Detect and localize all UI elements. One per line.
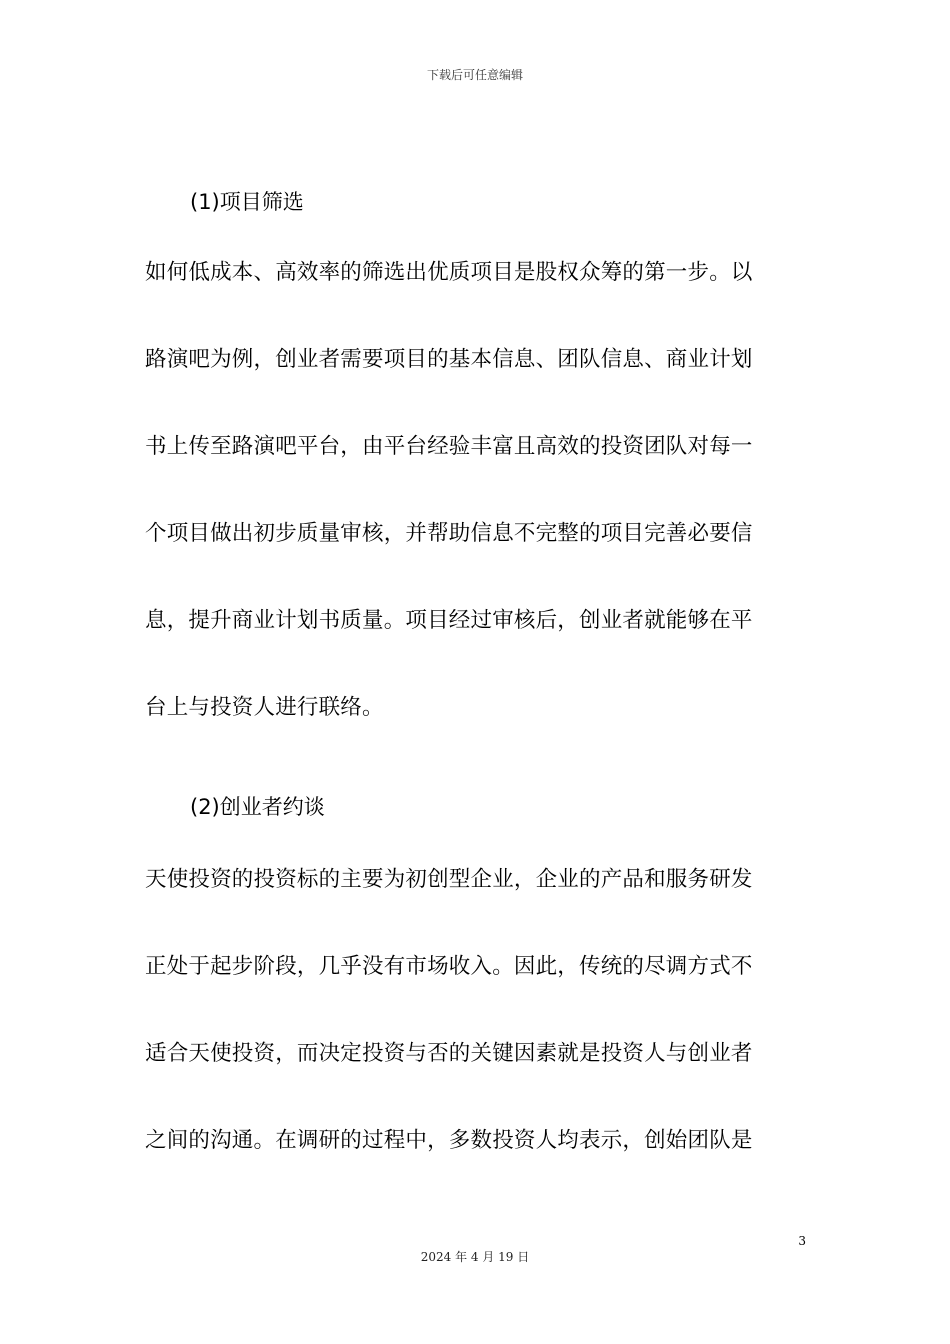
paragraph-line: 正处于起步阶段，几乎没有市场收入。因此，传统的尽调方式不 xyxy=(145,954,753,979)
page-header: 下载后可任意编辑 xyxy=(426,68,523,82)
paragraph-line: 书上传至路演吧平台，由平台经验丰富且高效的投资团队对每一 xyxy=(145,434,753,459)
section-heading-2: (2)创业者约谈 xyxy=(190,795,325,819)
section-paragraph-1 xyxy=(145,258,795,780)
paragraph-line: 路演吧为例，创业者需要项目的基本信息、团队信息、商业计划 xyxy=(145,347,753,372)
section-heading-1: (1)项目筛选 xyxy=(190,190,304,214)
paragraph-line: 如何低成本、高效率的筛选出优质项目是股权众筹的第一步。以 xyxy=(145,260,753,285)
paragraph-line: 适合天使投资，而决定投资与否的关键因素就是投资人与创业者 xyxy=(145,1041,753,1066)
paragraph-line: 台上与投资人进行联络。 xyxy=(145,695,384,720)
page-number: 3 xyxy=(798,1234,806,1248)
page-footer-date: 2024 年 4 月 19 日 xyxy=(420,1250,530,1264)
paragraph-line: 息，提升商业计划书质量。项目经过审核后，创业者就能够在平 xyxy=(145,608,753,633)
paragraph-line: 个项目做出初步质量审核，并帮助信息不完整的项目完善必要信 xyxy=(145,521,753,546)
section-paragraph-2 xyxy=(145,865,795,1213)
paragraph-line: 之间的沟通。在调研的过程中，多数投资人均表示，创始团队是 xyxy=(145,1128,753,1153)
paragraph-line: 天使投资的投资标的主要为初创型企业，企业的产品和服务研发 xyxy=(145,867,753,892)
